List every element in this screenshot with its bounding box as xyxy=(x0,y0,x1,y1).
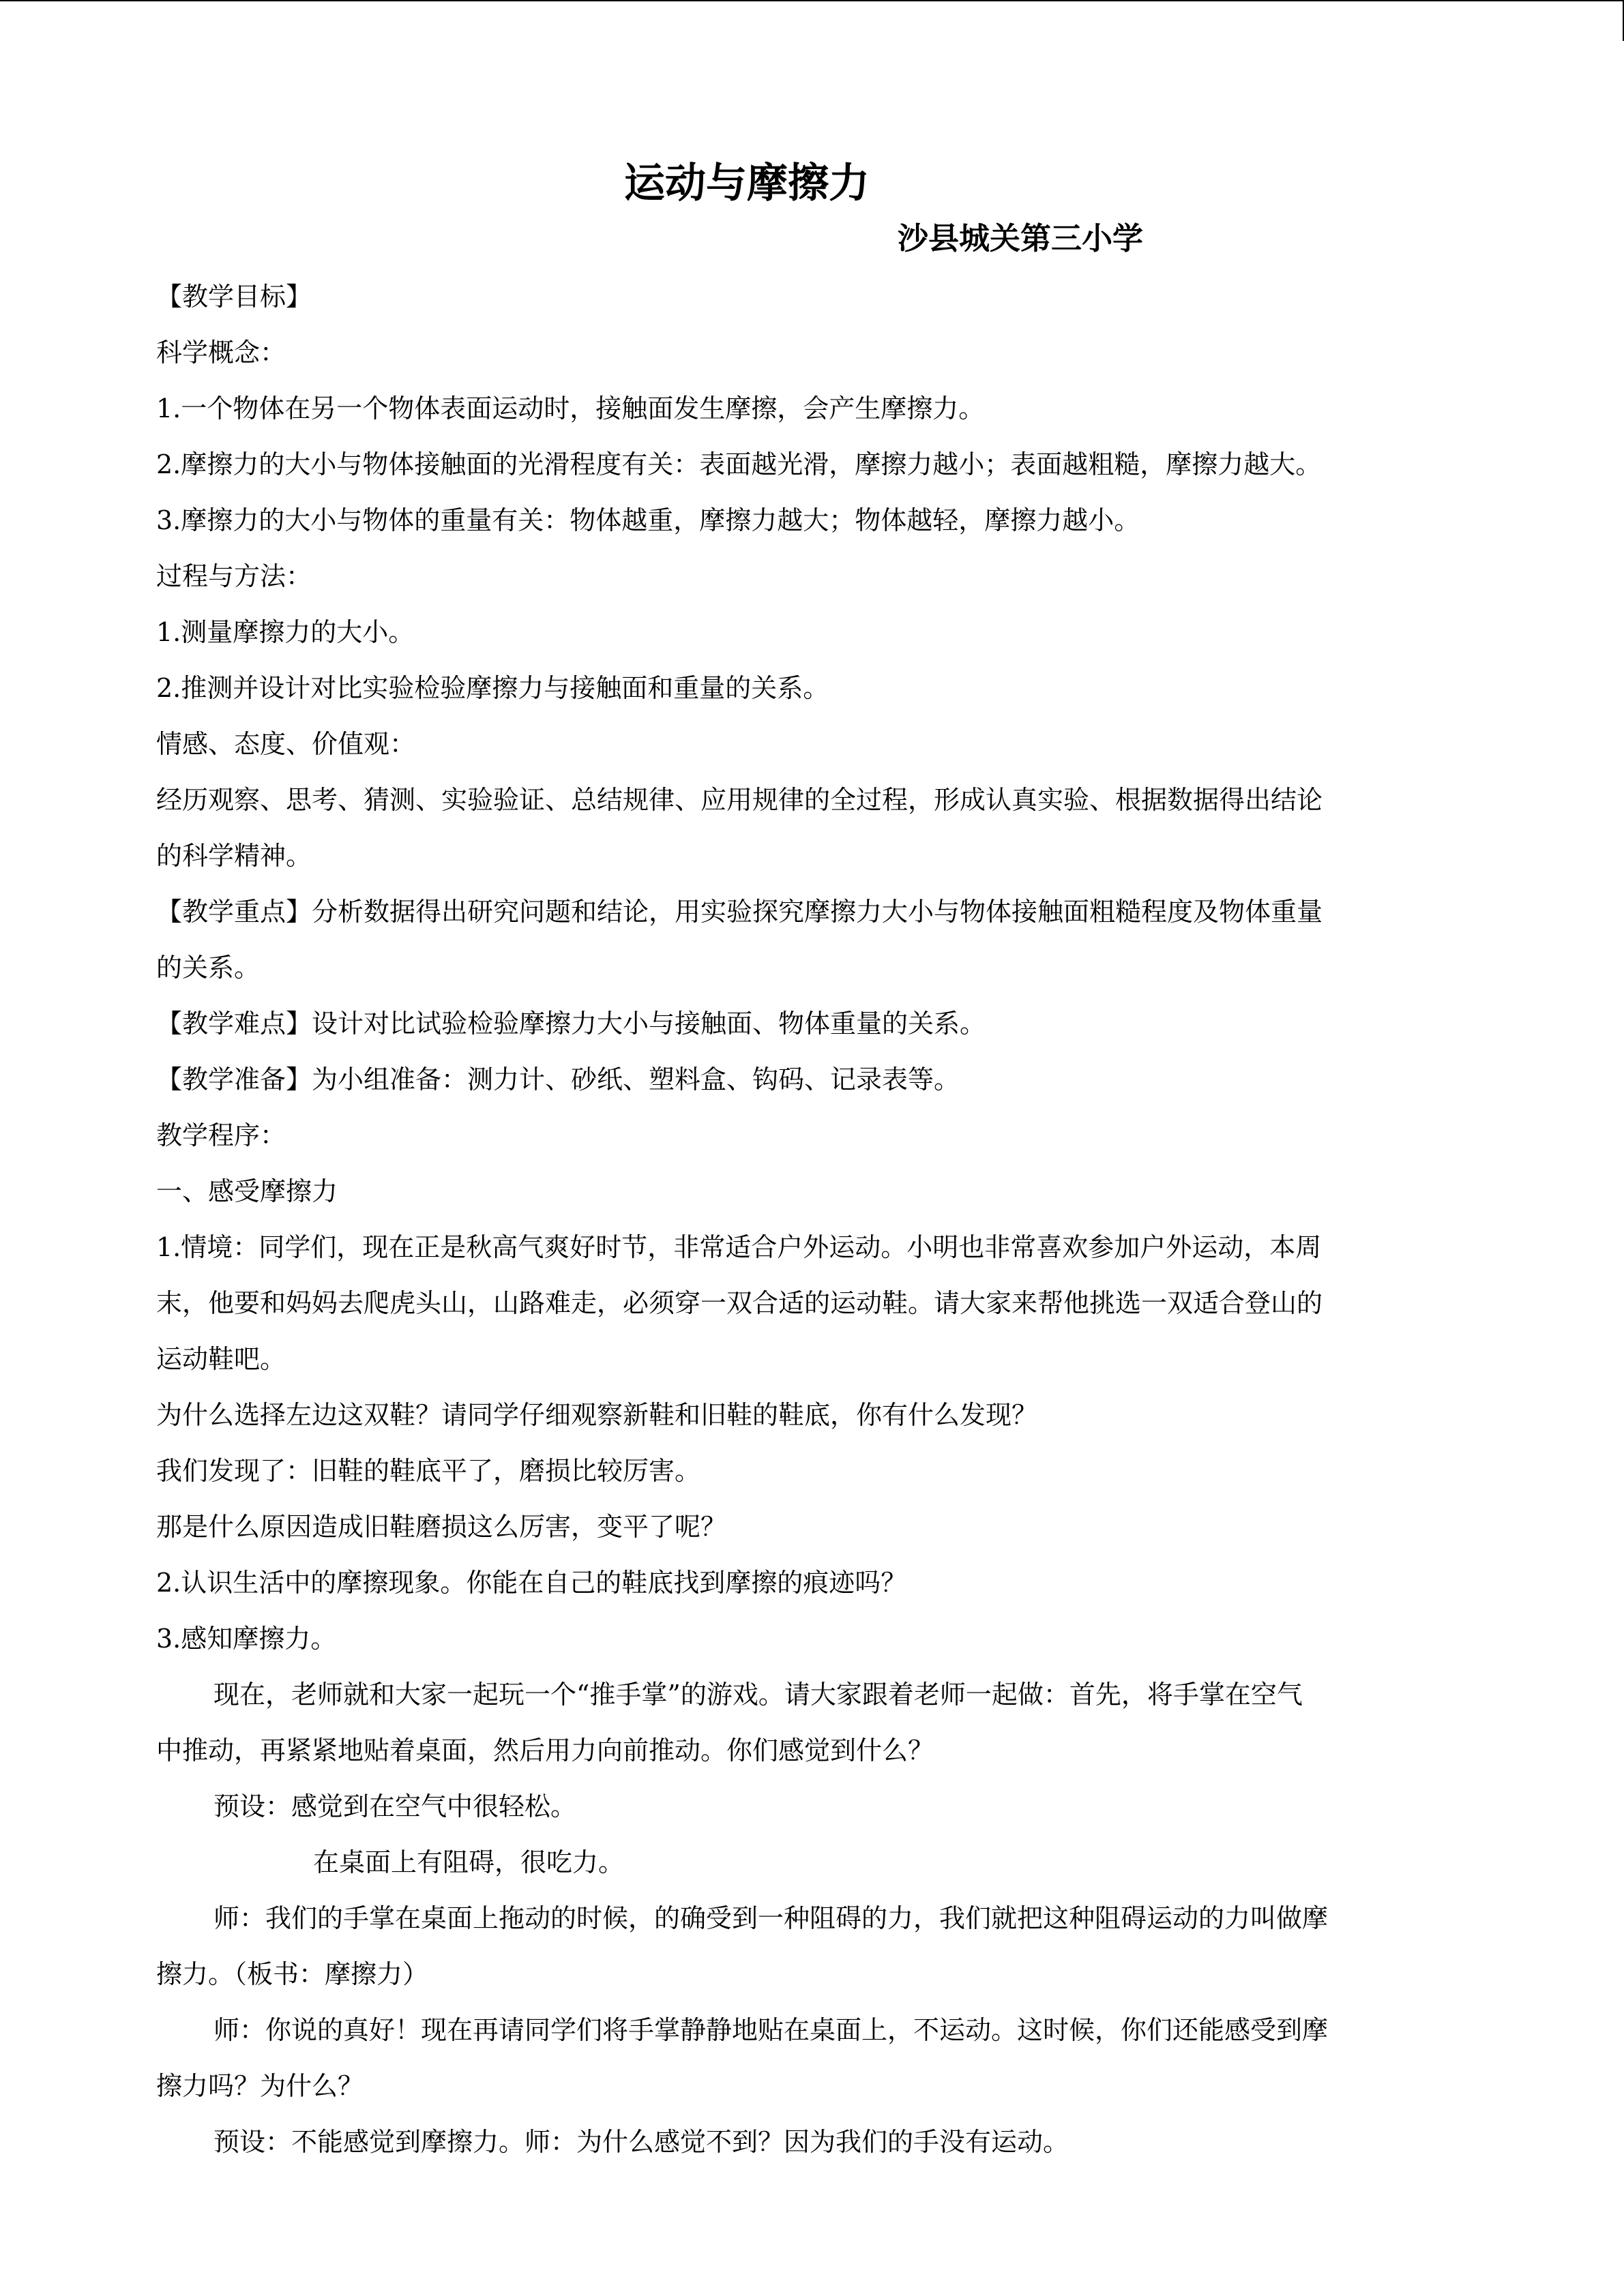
page-top-border xyxy=(0,0,1624,1)
text-line: 2.摩擦力的大小与物体接触面的光滑程度有关：表面越光滑，摩擦力越小；表面越粗糙，摩擦力越大。 xyxy=(156,449,1322,479)
school-name: 沙县城关第三小学 xyxy=(898,220,1144,256)
text-line: 【教学难点】设计对比试验检验摩擦力大小与接触面、物体重量的关系。 xyxy=(156,1009,986,1039)
text-line: 在桌面上有阻碍，很吃力。 xyxy=(313,1847,625,1877)
text-line: 过程与方法： xyxy=(156,561,312,591)
text-line: 擦力。（板书：摩擦力） xyxy=(156,1959,429,1989)
text-line: 那是什么原因造成旧鞋磨损这么厉害，变平了呢？ xyxy=(156,1512,727,1542)
text-line: 为什么选择左边这双鞋？请同学仔细观察新鞋和旧鞋的鞋底，你有什么发现？ xyxy=(156,1400,1038,1430)
text-line: 1.一个物体在另一个物体表面运动时，接触面发生摩擦，会产生摩擦力。 xyxy=(156,393,985,423)
text-line: 一、感受摩擦力 xyxy=(156,1176,338,1206)
text-line: 现在，老师就和大家一起玩一个“推手掌”的游戏。请大家跟着老师一起做：首先，将手掌在空气 xyxy=(213,1680,1303,1710)
text-line: 末，他要和妈妈去爬虎头山，山路难走，必须穿一双合适的运动鞋。请大家来帮他挑选一双适合登山的 xyxy=(156,1288,1323,1318)
text-line: 运动鞋吧。 xyxy=(156,1344,286,1374)
text-line: 【教学目标】 xyxy=(156,282,312,312)
text-line: 教学程序： xyxy=(156,1120,286,1150)
text-line: 擦力吗？为什么？ xyxy=(156,2071,364,2101)
text-line: 2.认识生活中的摩擦现象。你能在自己的鞋底找到摩擦的痕迹吗？ xyxy=(156,1568,907,1598)
text-line: 科学概念： xyxy=(156,338,286,368)
text-line: 3.感知摩擦力。 xyxy=(156,1624,337,1654)
text-line: 情感、态度、价值观： xyxy=(156,729,416,759)
text-line: 1.情境：同学们，现在正是秋高气爽好时节，非常适合户外运动。小明也非常喜欢参加户外运动，本周 xyxy=(156,1232,1322,1262)
text-line: 2.推测并设计对比实验检验摩擦力与接触面和重量的关系。 xyxy=(156,673,829,703)
text-line: 我们发现了：旧鞋的鞋底平了，磨损比较厉害。 xyxy=(156,1456,701,1486)
document-title: 运动与摩擦力 xyxy=(624,160,870,207)
text-line: 1.测量摩擦力的大小。 xyxy=(156,617,415,647)
text-line: 经历观察、思考、猜测、实验验证、总结规律、应用规律的全过程，形成认真实验、根据数据得出结论 xyxy=(156,785,1323,815)
text-line: 3.摩擦力的大小与物体的重量有关：物体越重，摩擦力越大；物体越轻，摩擦力越小。 xyxy=(156,505,1140,535)
text-line: 中推动，再紧紧地贴着桌面，然后用力向前推动。你们感觉到什么？ xyxy=(156,1735,934,1765)
text-line: 师：你说的真好！现在再请同学们将手掌静静地贴在桌面上，不运动。这时候，你们还能感受到摩 xyxy=(213,2015,1329,2045)
text-line: 【教学重点】分析数据得出研究问题和结论，用实验探究摩擦力大小与物体接触面粗糙程度及物体重量 xyxy=(156,897,1323,927)
document-body xyxy=(156,269,1452,2170)
text-line: 预设：不能感觉到摩擦力。师：为什么感觉不到？因为我们的手没有运动。 xyxy=(213,2127,1069,2157)
text-line: 预设：感觉到在空气中很轻松。 xyxy=(213,1791,577,1821)
text-line: 的关系。 xyxy=(156,953,261,983)
text-line: 的科学精神。 xyxy=(156,841,312,871)
text-line: 【教学准备】为小组准备：测力计、砂纸、塑料盒、钩码、记录表等。 xyxy=(156,1064,960,1094)
text-line: 师：我们的手掌在桌面上拖动的时候，的确受到一种阻碍的力，我们就把这种阻碍运动的力叫做摩 xyxy=(213,1903,1329,1933)
